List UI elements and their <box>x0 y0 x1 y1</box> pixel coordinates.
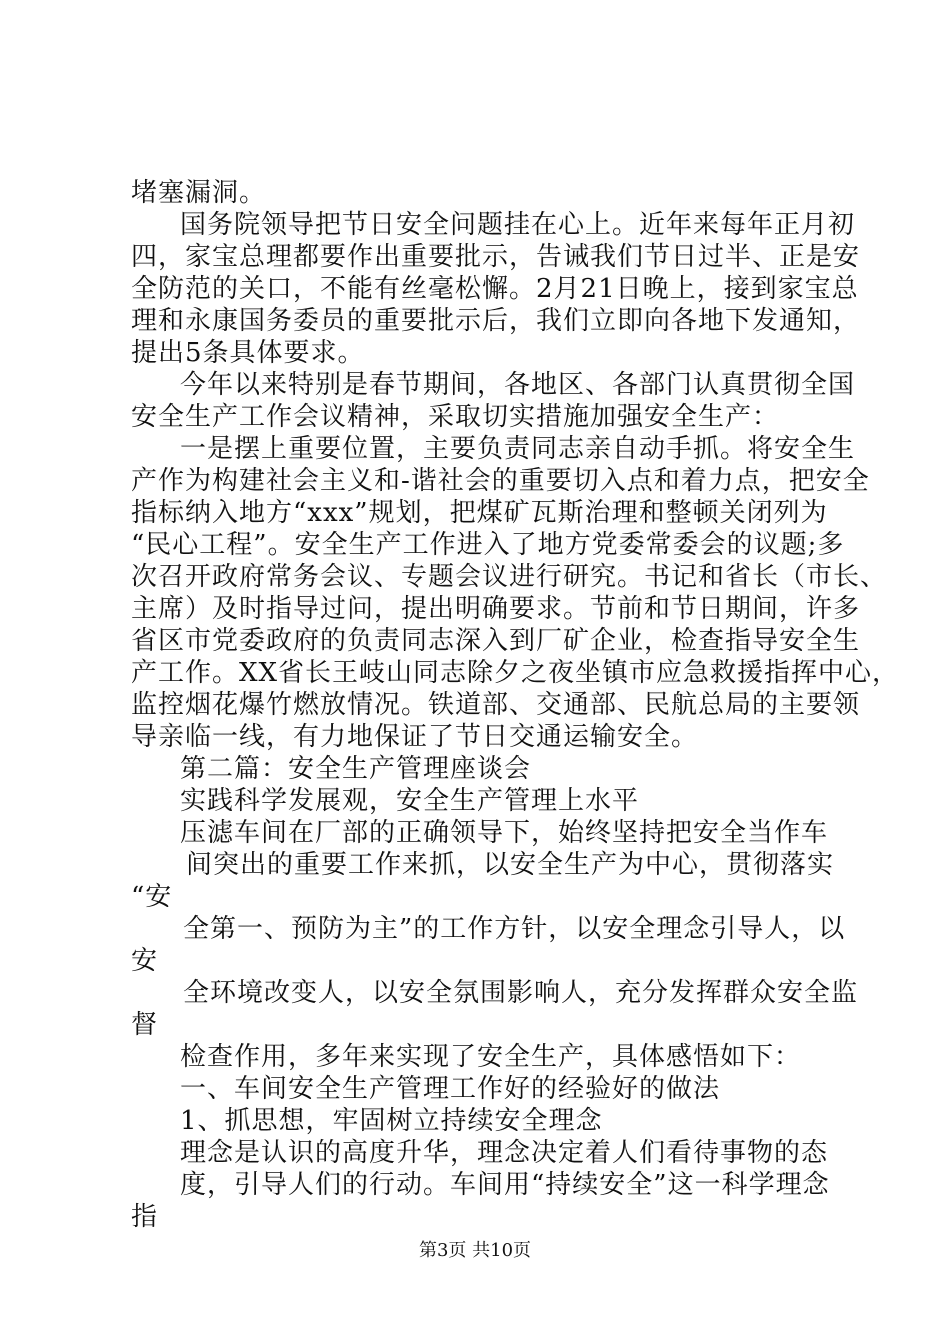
section-heading: 一、车间安全生产管理工作好的经验好的做法 <box>180 1074 721 1104</box>
text-line: 间突出的重要工作来抓，以安全生产为中心，贯彻落实 <box>186 850 835 880</box>
text-line: 度，引导人们的行动。车间用“持续安全”这一科学理念 <box>180 1170 830 1200</box>
text-line: 安全生产工作会议精神，采取切实措施加强安全生产： <box>131 402 780 432</box>
text-line: 全第一、预防为主”的工作方针，以安全理念引导人，以 <box>183 914 846 944</box>
text-line: 督 <box>131 1010 159 1040</box>
paragraph-start: 今年以来特别是春节期间，各地区、各部门认真贯彻全国 <box>180 370 856 400</box>
text-line: 主席）及时指导过问，提出明确要求。节前和节日期间，许多 <box>131 594 861 624</box>
text-line: 指 <box>131 1202 159 1232</box>
page-footer: 第3页 共10页 <box>418 1240 532 1261</box>
section-heading: 第二篇：安全生产管理座谈会 <box>180 754 532 784</box>
text-line: 理和永康国务委员的重要批示后，我们立即向各地下发通知， <box>131 306 861 336</box>
text-line: 检查作用，多年来实现了安全生产，具体感悟如下： <box>180 1042 802 1072</box>
subtitle: 实践科学发展观，安全生产管理上水平 <box>180 786 640 816</box>
text-line: 全防范的关口，不能有丝毫松懈。2月21日晚上，接到家宝总 <box>131 274 859 304</box>
text-line: 安 <box>131 946 159 976</box>
paragraph-start: 压滤车间在厂部的正确领导下，始终坚持把安全当作车 <box>180 818 829 848</box>
text-line: 提出5条具体要求。 <box>131 338 365 368</box>
text-line: 监控烟花爆竹燃放情况。铁道部、交通部、民航总局的主要领 <box>131 690 861 720</box>
text-line: 四，家宝总理都要作出重要批示，告诫我们节日过半、正是安 <box>131 242 861 272</box>
text-line: 产作为构建社会主义和-谐社会的重要切入点和着力点，把安全 <box>131 466 870 496</box>
text-line: 产工作。XX省长王岐山同志除夕之夜坐镇市应急救援指挥中心， <box>131 658 900 688</box>
text-line: 省区市党委政府的负责同志深入到厂矿企业，检查指导安全生 <box>131 626 861 656</box>
section-heading: 1、抓思想，牢固树立持续安全理念 <box>180 1106 603 1136</box>
text-line: 次召开政府常务会议、专题会议进行研究。书记和省长（市长、 <box>131 562 888 592</box>
text-line: 指标纳入地方“xxx”规划，把煤矿瓦斯治理和整顿关闭列为 <box>131 498 828 528</box>
text-line: 堵塞漏洞。 <box>131 178 267 208</box>
paragraph-start: 理念是认识的高度升华，理念决定着人们看待事物的态 <box>180 1138 829 1168</box>
text-line: 全环境改变人，以安全氛围影响人，充分发挥群众安全监 <box>183 978 859 1008</box>
text-line: 导亲临一线，有力地保证了节日交通运输安全。 <box>131 722 699 752</box>
text-line: “安 <box>131 882 173 912</box>
paragraph-start: 一是摆上重要位置，主要负责同志亲自动手抓。将安全生 <box>180 434 856 464</box>
paragraph-start: 国务院领导把节日安全问题挂在心上。近年来每年正月初 <box>180 210 856 240</box>
text-line: “民心工程”。安全生产工作进入了地方党委常委会的议题;多 <box>131 530 845 560</box>
